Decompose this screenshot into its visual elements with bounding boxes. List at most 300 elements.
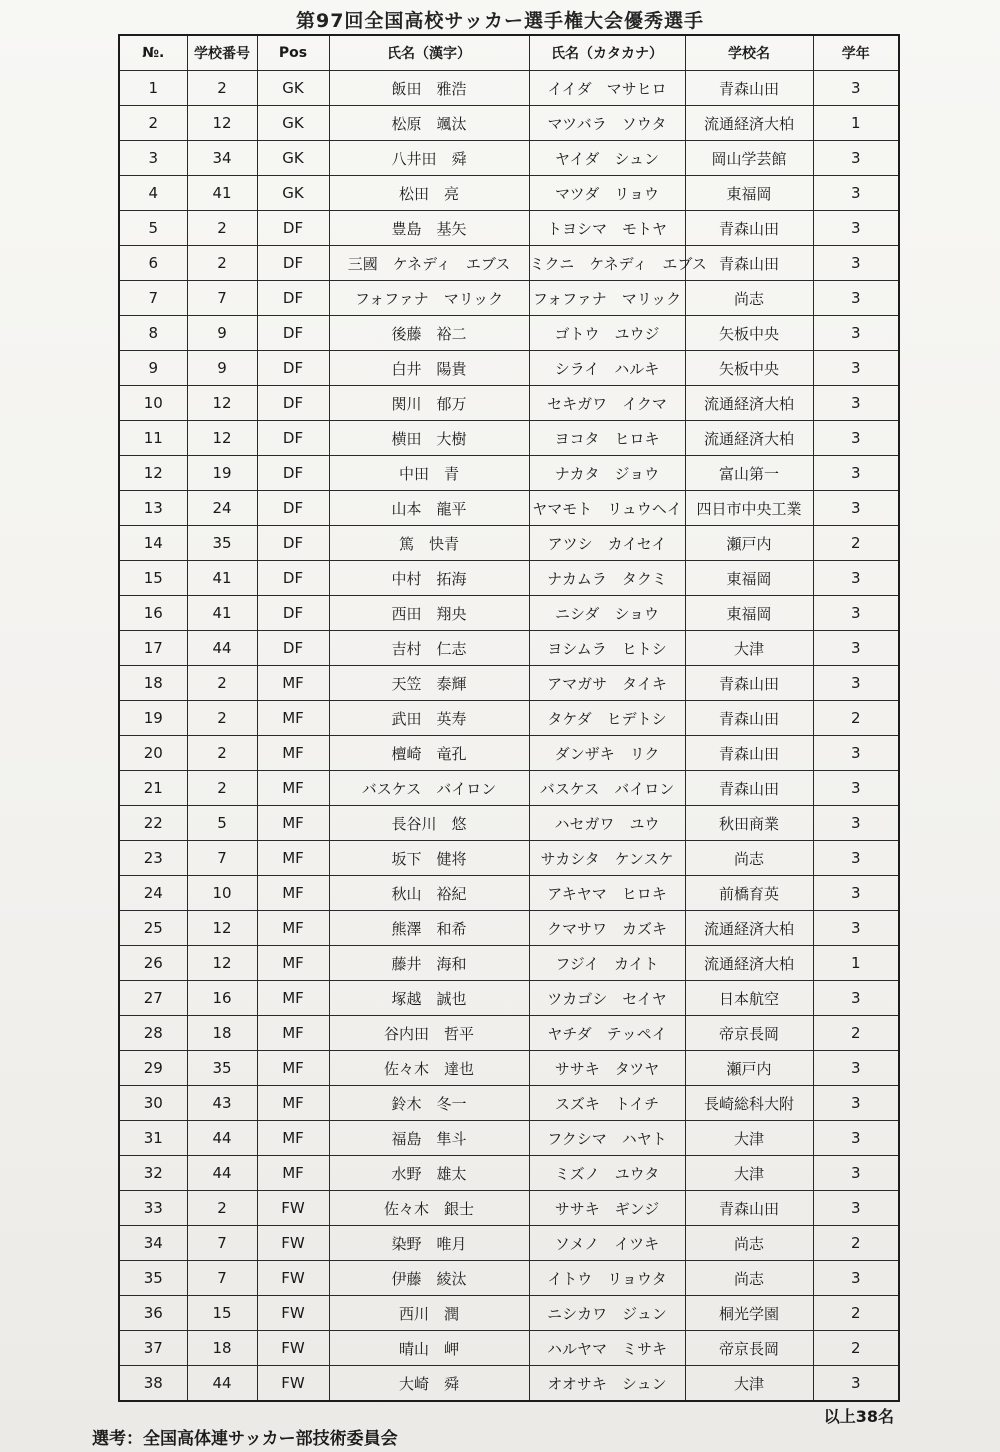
cell-school-name: 流通経済大柏 bbox=[685, 106, 813, 141]
cell-name-katakana: ソメノ イツキ bbox=[529, 1226, 685, 1261]
table-row bbox=[119, 981, 899, 1016]
cell-name-katakana: イトウ リョウタ bbox=[529, 1261, 685, 1296]
cell-position: MF bbox=[257, 1156, 329, 1191]
table-row bbox=[119, 316, 899, 351]
header-row bbox=[119, 35, 899, 71]
cell-grade: 3 bbox=[813, 1156, 899, 1191]
cell-grade: 3 bbox=[813, 1086, 899, 1121]
cell-name-katakana: バスケス バイロン bbox=[529, 771, 685, 806]
cell-name-katakana: セキガワ イクマ bbox=[529, 386, 685, 421]
cell-school-number: 7 bbox=[187, 1226, 257, 1261]
cell-no: 9 bbox=[119, 351, 187, 386]
cell-name-katakana: ゴトウ ユウジ bbox=[529, 316, 685, 351]
page-title: 第97回全国高校サッカー選手権大会優秀選手 bbox=[295, 10, 705, 32]
table-row bbox=[119, 876, 899, 911]
cell-school-number: 41 bbox=[187, 176, 257, 211]
cell-position: MF bbox=[257, 841, 329, 876]
cell-name-kanji: 藤井 海和 bbox=[329, 946, 529, 981]
cell-position: DF bbox=[257, 211, 329, 246]
cell-school-name: 青森山田 bbox=[685, 701, 813, 736]
header-position: Pos bbox=[257, 35, 329, 71]
cell-position: DF bbox=[257, 421, 329, 456]
cell-grade: 3 bbox=[813, 806, 899, 841]
cell-no: 29 bbox=[119, 1051, 187, 1086]
cell-school-number: 10 bbox=[187, 876, 257, 911]
cell-position: DF bbox=[257, 281, 329, 316]
table-row bbox=[119, 351, 899, 386]
cell-name-kanji: 長谷川 悠 bbox=[329, 806, 529, 841]
cell-no: 18 bbox=[119, 666, 187, 701]
cell-school-number: 7 bbox=[187, 1261, 257, 1296]
cell-grade: 1 bbox=[813, 946, 899, 981]
cell-school-name: 岡山学芸館 bbox=[685, 141, 813, 176]
cell-grade: 3 bbox=[813, 631, 899, 666]
header-no: №. bbox=[119, 35, 187, 71]
cell-grade: 3 bbox=[813, 386, 899, 421]
cell-grade: 3 bbox=[813, 876, 899, 911]
cell-school-number: 2 bbox=[187, 1191, 257, 1226]
cell-name-katakana: ヤマモト リュウヘイ bbox=[529, 491, 685, 526]
cell-name-katakana: フクシマ ハヤト bbox=[529, 1121, 685, 1156]
cell-grade: 3 bbox=[813, 771, 899, 806]
cell-grade: 2 bbox=[813, 701, 899, 736]
cell-position: MF bbox=[257, 946, 329, 981]
cell-name-kanji: 八井田 舜 bbox=[329, 141, 529, 176]
cell-name-katakana: トヨシマ モトヤ bbox=[529, 211, 685, 246]
cell-position: DF bbox=[257, 491, 329, 526]
cell-no: 28 bbox=[119, 1016, 187, 1051]
cell-name-kanji: 佐々木 達也 bbox=[329, 1051, 529, 1086]
cell-name-kanji: 篤 快青 bbox=[329, 526, 529, 561]
table-row bbox=[119, 386, 899, 421]
cell-school-name: 日本航空 bbox=[685, 981, 813, 1016]
cell-grade: 3 bbox=[813, 911, 899, 946]
table-row bbox=[119, 736, 899, 771]
cell-name-katakana: フォファナ マリック bbox=[529, 281, 685, 316]
cell-no: 6 bbox=[119, 246, 187, 281]
cell-no: 19 bbox=[119, 701, 187, 736]
cell-position: FW bbox=[257, 1296, 329, 1331]
players-table bbox=[118, 34, 900, 1402]
cell-school-number: 18 bbox=[187, 1331, 257, 1366]
cell-school-name: 尚志 bbox=[685, 1261, 813, 1296]
cell-school-number: 2 bbox=[187, 211, 257, 246]
total-count-note: 以上38名 bbox=[823, 1407, 894, 1426]
cell-position: MF bbox=[257, 701, 329, 736]
cell-school-name: 前橋育英 bbox=[685, 876, 813, 911]
cell-position: DF bbox=[257, 351, 329, 386]
table-row bbox=[119, 841, 899, 876]
cell-school-number: 9 bbox=[187, 351, 257, 386]
cell-grade: 3 bbox=[813, 1121, 899, 1156]
cell-position: DF bbox=[257, 386, 329, 421]
cell-school-number: 43 bbox=[187, 1086, 257, 1121]
cell-name-kanji: 関川 郁万 bbox=[329, 386, 529, 421]
cell-no: 14 bbox=[119, 526, 187, 561]
cell-school-name: 尚志 bbox=[685, 841, 813, 876]
cell-grade: 3 bbox=[813, 841, 899, 876]
cell-name-katakana: ササキ タツヤ bbox=[529, 1051, 685, 1086]
table-row bbox=[119, 1366, 899, 1402]
cell-name-kanji: 塚越 誠也 bbox=[329, 981, 529, 1016]
cell-position: GK bbox=[257, 106, 329, 141]
cell-name-katakana: ハルヤマ ミサキ bbox=[529, 1331, 685, 1366]
table-row bbox=[119, 1226, 899, 1261]
cell-position: DF bbox=[257, 561, 329, 596]
cell-school-name: 青森山田 bbox=[685, 666, 813, 701]
cell-school-name: 瀬戸内 bbox=[685, 526, 813, 561]
cell-no: 27 bbox=[119, 981, 187, 1016]
cell-school-number: 44 bbox=[187, 1156, 257, 1191]
cell-name-kanji: バスケス バイロン bbox=[329, 771, 529, 806]
cell-position: MF bbox=[257, 736, 329, 771]
cell-school-number: 5 bbox=[187, 806, 257, 841]
table-row bbox=[119, 1261, 899, 1296]
cell-name-kanji: 横田 大樹 bbox=[329, 421, 529, 456]
cell-school-number: 44 bbox=[187, 1121, 257, 1156]
cell-no: 35 bbox=[119, 1261, 187, 1296]
cell-no: 32 bbox=[119, 1156, 187, 1191]
cell-school-name: 長崎総科大附 bbox=[685, 1086, 813, 1121]
cell-grade: 1 bbox=[813, 106, 899, 141]
cell-name-katakana: イイダ マサヒロ bbox=[529, 71, 685, 106]
cell-grade: 3 bbox=[813, 316, 899, 351]
cell-school-number: 18 bbox=[187, 1016, 257, 1051]
cell-no: 20 bbox=[119, 736, 187, 771]
table-row bbox=[119, 246, 899, 281]
cell-position: GK bbox=[257, 141, 329, 176]
cell-grade: 2 bbox=[813, 1226, 899, 1261]
cell-school-number: 2 bbox=[187, 666, 257, 701]
cell-school-name: 尚志 bbox=[685, 1226, 813, 1261]
cell-name-katakana: ニシダ ショウ bbox=[529, 596, 685, 631]
cell-school-number: 2 bbox=[187, 71, 257, 106]
cell-school-number: 44 bbox=[187, 1366, 257, 1402]
cell-school-number: 2 bbox=[187, 771, 257, 806]
cell-position: DF bbox=[257, 456, 329, 491]
table-row bbox=[119, 176, 899, 211]
cell-name-kanji: 天笠 泰輝 bbox=[329, 666, 529, 701]
cell-no: 26 bbox=[119, 946, 187, 981]
table-row bbox=[119, 666, 899, 701]
cell-no: 30 bbox=[119, 1086, 187, 1121]
cell-school-number: 12 bbox=[187, 106, 257, 141]
cell-no: 5 bbox=[119, 211, 187, 246]
cell-school-name: 帝京長岡 bbox=[685, 1016, 813, 1051]
cell-grade: 2 bbox=[813, 1296, 899, 1331]
cell-school-number: 9 bbox=[187, 316, 257, 351]
cell-name-katakana: ナカタ ジョウ bbox=[529, 456, 685, 491]
cell-no: 25 bbox=[119, 911, 187, 946]
cell-school-number: 2 bbox=[187, 701, 257, 736]
table-row bbox=[119, 1191, 899, 1226]
cell-school-name: 大津 bbox=[685, 1366, 813, 1402]
cell-school-number: 35 bbox=[187, 1051, 257, 1086]
cell-school-name: 矢板中央 bbox=[685, 316, 813, 351]
cell-school-name: 東福岡 bbox=[685, 176, 813, 211]
cell-no: 37 bbox=[119, 1331, 187, 1366]
cell-position: MF bbox=[257, 1086, 329, 1121]
cell-name-katakana: ヤチダ テッペイ bbox=[529, 1016, 685, 1051]
cell-school-name: 瀬戸内 bbox=[685, 1051, 813, 1086]
table-row bbox=[119, 946, 899, 981]
cell-name-kanji: 西田 翔央 bbox=[329, 596, 529, 631]
header-grade: 学年 bbox=[813, 35, 899, 71]
cell-name-kanji: 坂下 健将 bbox=[329, 841, 529, 876]
cell-no: 1 bbox=[119, 71, 187, 106]
cell-no: 24 bbox=[119, 876, 187, 911]
cell-school-number: 44 bbox=[187, 631, 257, 666]
cell-no: 21 bbox=[119, 771, 187, 806]
cell-position: FW bbox=[257, 1261, 329, 1296]
selector-note: 選考：全国高体連サッカー部技術委員会 bbox=[92, 1429, 398, 1449]
cell-position: FW bbox=[257, 1191, 329, 1226]
cell-no: 22 bbox=[119, 806, 187, 841]
cell-name-kanji: 中田 青 bbox=[329, 456, 529, 491]
cell-position: DF bbox=[257, 246, 329, 281]
cell-name-katakana: ハセガワ ユウ bbox=[529, 806, 685, 841]
cell-grade: 3 bbox=[813, 246, 899, 281]
cell-grade: 3 bbox=[813, 491, 899, 526]
table-row bbox=[119, 211, 899, 246]
cell-school-name: 東福岡 bbox=[685, 596, 813, 631]
cell-name-katakana: サカシタ ケンスケ bbox=[529, 841, 685, 876]
players-table-body bbox=[119, 71, 899, 1402]
table-row bbox=[119, 596, 899, 631]
cell-school-number: 12 bbox=[187, 386, 257, 421]
cell-school-number: 12 bbox=[187, 421, 257, 456]
cell-name-kanji: 三國 ケネディ エブス bbox=[329, 246, 529, 281]
cell-grade: 3 bbox=[813, 281, 899, 316]
cell-grade: 3 bbox=[813, 596, 899, 631]
cell-no: 11 bbox=[119, 421, 187, 456]
cell-name-katakana: アキヤマ ヒロキ bbox=[529, 876, 685, 911]
cell-no: 16 bbox=[119, 596, 187, 631]
table-row bbox=[119, 806, 899, 841]
cell-no: 23 bbox=[119, 841, 187, 876]
cell-name-kanji: 谷内田 哲平 bbox=[329, 1016, 529, 1051]
cell-school-number: 19 bbox=[187, 456, 257, 491]
cell-name-katakana: ミズノ ユウタ bbox=[529, 1156, 685, 1191]
cell-position: FW bbox=[257, 1331, 329, 1366]
cell-name-kanji: 熊澤 和希 bbox=[329, 911, 529, 946]
cell-school-name: 大津 bbox=[685, 631, 813, 666]
table-row bbox=[119, 281, 899, 316]
cell-grade: 2 bbox=[813, 526, 899, 561]
cell-school-name: 東福岡 bbox=[685, 561, 813, 596]
cell-school-name: 帝京長岡 bbox=[685, 1331, 813, 1366]
cell-position: GK bbox=[257, 176, 329, 211]
cell-position: MF bbox=[257, 1051, 329, 1086]
cell-grade: 2 bbox=[813, 1331, 899, 1366]
cell-name-kanji: 中村 拓海 bbox=[329, 561, 529, 596]
cell-grade: 3 bbox=[813, 1261, 899, 1296]
cell-name-katakana: クマサワ カズキ bbox=[529, 911, 685, 946]
cell-no: 36 bbox=[119, 1296, 187, 1331]
cell-school-number: 41 bbox=[187, 596, 257, 631]
cell-name-katakana: オオサキ シュン bbox=[529, 1366, 685, 1402]
cell-name-kanji: 大崎 舜 bbox=[329, 1366, 529, 1402]
cell-name-katakana: ツカゴシ セイヤ bbox=[529, 981, 685, 1016]
table-row bbox=[119, 526, 899, 561]
cell-name-kanji: 西川 潤 bbox=[329, 1296, 529, 1331]
cell-no: 3 bbox=[119, 141, 187, 176]
cell-grade: 2 bbox=[813, 1016, 899, 1051]
cell-position: MF bbox=[257, 911, 329, 946]
cell-name-kanji: 伊藤 綾汰 bbox=[329, 1261, 529, 1296]
cell-position: DF bbox=[257, 631, 329, 666]
cell-school-name: 四日市中央工業 bbox=[685, 491, 813, 526]
table-row bbox=[119, 1296, 899, 1331]
cell-school-name: 尚志 bbox=[685, 281, 813, 316]
cell-no: 13 bbox=[119, 491, 187, 526]
cell-school-name: 秋田商業 bbox=[685, 806, 813, 841]
cell-name-kanji: 武田 英寿 bbox=[329, 701, 529, 736]
cell-name-katakana: スズキ トイチ bbox=[529, 1086, 685, 1121]
cell-name-kanji: 吉村 仁志 bbox=[329, 631, 529, 666]
cell-name-katakana: シライ ハルキ bbox=[529, 351, 685, 386]
header-name-kanji: 氏名（漢字） bbox=[329, 35, 529, 71]
table-row bbox=[119, 1331, 899, 1366]
cell-school-name: 流通経済大柏 bbox=[685, 421, 813, 456]
cell-grade: 3 bbox=[813, 1191, 899, 1226]
cell-name-kanji: 染野 唯月 bbox=[329, 1226, 529, 1261]
cell-school-number: 12 bbox=[187, 946, 257, 981]
cell-school-name: 青森山田 bbox=[685, 1191, 813, 1226]
table-row bbox=[119, 701, 899, 736]
cell-name-katakana: アマガサ タイキ bbox=[529, 666, 685, 701]
cell-school-name: 流通経済大柏 bbox=[685, 386, 813, 421]
cell-grade: 3 bbox=[813, 561, 899, 596]
cell-school-number: 34 bbox=[187, 141, 257, 176]
cell-school-number: 2 bbox=[187, 246, 257, 281]
table-row bbox=[119, 421, 899, 456]
cell-no: 7 bbox=[119, 281, 187, 316]
cell-name-kanji: 佐々木 銀士 bbox=[329, 1191, 529, 1226]
cell-school-name: 青森山田 bbox=[685, 771, 813, 806]
cell-school-name: 大津 bbox=[685, 1156, 813, 1191]
cell-grade: 3 bbox=[813, 141, 899, 176]
cell-position: MF bbox=[257, 1016, 329, 1051]
header-school-number: 学校番号 bbox=[187, 35, 257, 71]
cell-school-number: 35 bbox=[187, 526, 257, 561]
cell-name-kanji: 白井 陽貴 bbox=[329, 351, 529, 386]
cell-name-katakana: ミクニ ケネディ エブス bbox=[529, 246, 685, 281]
table-row bbox=[119, 911, 899, 946]
cell-no: 34 bbox=[119, 1226, 187, 1261]
cell-position: MF bbox=[257, 666, 329, 701]
cell-name-katakana: タケダ ヒデトシ bbox=[529, 701, 685, 736]
table-row bbox=[119, 456, 899, 491]
header-school-name: 学校名 bbox=[685, 35, 813, 71]
table-row bbox=[119, 1086, 899, 1121]
cell-no: 38 bbox=[119, 1366, 187, 1402]
cell-grade: 3 bbox=[813, 666, 899, 701]
cell-name-katakana: フジイ カイト bbox=[529, 946, 685, 981]
cell-position: MF bbox=[257, 876, 329, 911]
cell-name-katakana: ナカムラ タクミ bbox=[529, 561, 685, 596]
cell-grade: 3 bbox=[813, 1051, 899, 1086]
cell-name-katakana: ヤイダ シュン bbox=[529, 141, 685, 176]
cell-grade: 3 bbox=[813, 456, 899, 491]
cell-no: 33 bbox=[119, 1191, 187, 1226]
cell-school-number: 15 bbox=[187, 1296, 257, 1331]
cell-name-katakana: マツバラ ソウタ bbox=[529, 106, 685, 141]
table-row bbox=[119, 771, 899, 806]
table-row bbox=[119, 1121, 899, 1156]
table-row bbox=[119, 631, 899, 666]
cell-name-katakana: ササキ ギンジ bbox=[529, 1191, 685, 1226]
cell-school-name: 青森山田 bbox=[685, 71, 813, 106]
cell-name-kanji: フォファナ マリック bbox=[329, 281, 529, 316]
cell-name-kanji: 水野 雄太 bbox=[329, 1156, 529, 1191]
cell-name-katakana: アツシ カイセイ bbox=[529, 526, 685, 561]
cell-school-number: 2 bbox=[187, 736, 257, 771]
cell-position: MF bbox=[257, 1121, 329, 1156]
cell-school-number: 16 bbox=[187, 981, 257, 1016]
cell-name-kanji: 晴山 岬 bbox=[329, 1331, 529, 1366]
header-name-katakana: 氏名（カタカナ） bbox=[529, 35, 685, 71]
cell-name-kanji: 鈴木 冬一 bbox=[329, 1086, 529, 1121]
cell-school-name: 流通経済大柏 bbox=[685, 911, 813, 946]
cell-position: DF bbox=[257, 596, 329, 631]
cell-name-kanji: 松原 颯汰 bbox=[329, 106, 529, 141]
table-row bbox=[119, 561, 899, 596]
cell-position: MF bbox=[257, 806, 329, 841]
cell-grade: 3 bbox=[813, 211, 899, 246]
cell-name-kanji: 豊島 基矢 bbox=[329, 211, 529, 246]
cell-grade: 3 bbox=[813, 176, 899, 211]
cell-grade: 3 bbox=[813, 421, 899, 456]
cell-no: 12 bbox=[119, 456, 187, 491]
cell-school-name: 桐光学園 bbox=[685, 1296, 813, 1331]
cell-position: MF bbox=[257, 981, 329, 1016]
cell-school-name: 青森山田 bbox=[685, 246, 813, 281]
cell-name-katakana: マツダ リョウ bbox=[529, 176, 685, 211]
cell-school-number: 7 bbox=[187, 281, 257, 316]
cell-grade: 3 bbox=[813, 351, 899, 386]
cell-school-name: 流通経済大柏 bbox=[685, 946, 813, 981]
cell-position: DF bbox=[257, 526, 329, 561]
cell-name-kanji: 秋山 裕紀 bbox=[329, 876, 529, 911]
cell-grade: 3 bbox=[813, 1366, 899, 1402]
table-row bbox=[119, 491, 899, 526]
cell-school-number: 41 bbox=[187, 561, 257, 596]
cell-no: 8 bbox=[119, 316, 187, 351]
table-row bbox=[119, 1156, 899, 1191]
cell-name-kanji: 後藤 裕二 bbox=[329, 316, 529, 351]
cell-name-kanji: 檀崎 竜孔 bbox=[329, 736, 529, 771]
table-row bbox=[119, 71, 899, 106]
cell-no: 2 bbox=[119, 106, 187, 141]
table-row bbox=[119, 1051, 899, 1086]
cell-no: 4 bbox=[119, 176, 187, 211]
cell-school-name: 青森山田 bbox=[685, 736, 813, 771]
cell-school-number: 24 bbox=[187, 491, 257, 526]
cell-grade: 3 bbox=[813, 736, 899, 771]
cell-no: 15 bbox=[119, 561, 187, 596]
cell-position: MF bbox=[257, 771, 329, 806]
cell-school-name: 青森山田 bbox=[685, 211, 813, 246]
cell-name-katakana: ヨシムラ ヒトシ bbox=[529, 631, 685, 666]
table-row bbox=[119, 141, 899, 176]
cell-grade: 3 bbox=[813, 981, 899, 1016]
cell-school-name: 矢板中央 bbox=[685, 351, 813, 386]
cell-position: DF bbox=[257, 316, 329, 351]
cell-no: 17 bbox=[119, 631, 187, 666]
cell-name-katakana: ニシカワ ジュン bbox=[529, 1296, 685, 1331]
cell-school-name: 大津 bbox=[685, 1121, 813, 1156]
